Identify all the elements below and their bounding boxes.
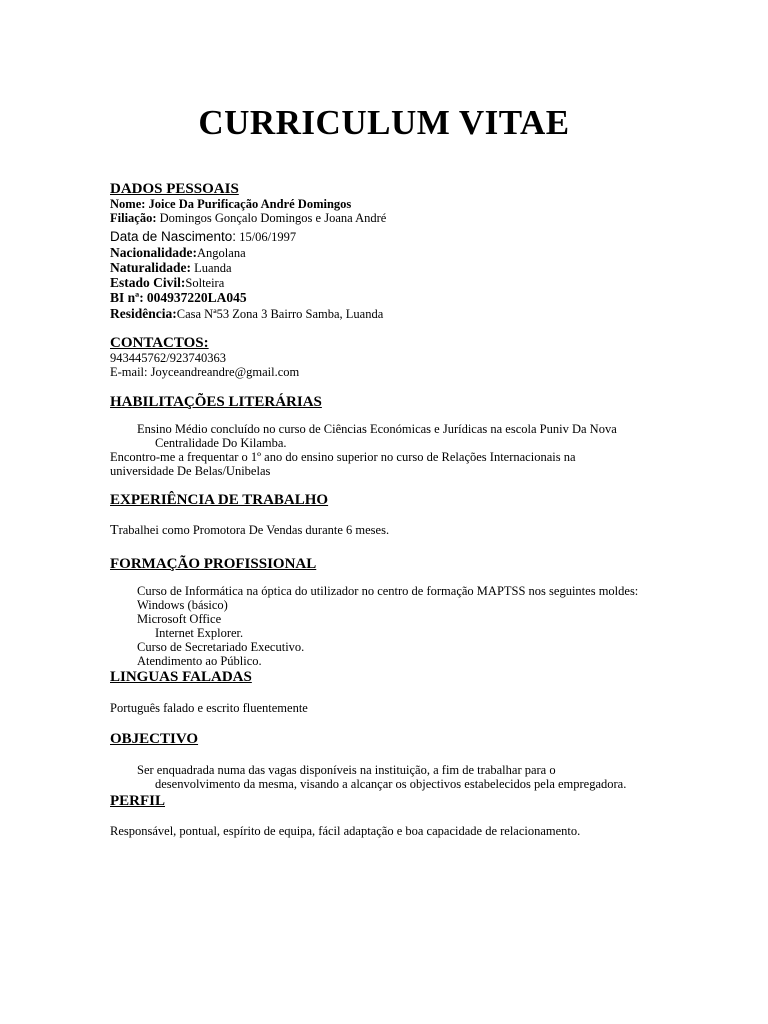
nacionalidade-label: Nacionalidade: — [110, 245, 198, 260]
formacao-line-4: Internet Explorer. — [155, 626, 244, 640]
residencia-row — [110, 306, 383, 322]
objectivo-line-1: Ser enquadrada numa das vagas disponíveis na instituição, a fim de trabalhar para o — [137, 763, 556, 777]
estado-civil-label: Estado Civil: — [110, 275, 186, 290]
section-heading-experiencia: EXPERIÊNCIA DE TRABALHO — [110, 492, 329, 508]
residencia-label: Residência: — [110, 306, 177, 321]
section-heading-objectivo: OBJECTIVO — [110, 731, 199, 747]
section-heading-linguas: LINGUAS FALADAS — [110, 669, 252, 685]
nacionalidade-value: Angolana — [197, 246, 246, 260]
section-heading-formacao: FORMAÇÃO PROFISSIONAL — [110, 556, 317, 572]
nome-value: Joice Da Purificação André Domingos — [148, 197, 352, 211]
habilitacoes-line-2: Centralidade Do Kilamba. — [155, 436, 287, 450]
naturalidade-row — [110, 260, 232, 276]
contact-email: E-mail: Joyceandreandre@gmail.com — [110, 365, 300, 379]
formacao-line-1: Curso de Informática na óptica do utilizador no centro de formação MAPTSS nos seguintes moldes: — [137, 584, 639, 598]
bi-row — [110, 290, 247, 306]
section-heading-habilitacoes: HABILITAÇÕES LITERÁRIAS — [110, 394, 322, 410]
habilitacoes-line-4: universidade De Belas/Unibelas — [110, 464, 271, 478]
residencia-value: Casa Nª53 Zona 3 Bairro Samba, Luanda — [176, 307, 384, 321]
experiencia-text — [110, 523, 389, 538]
bi-value: 004937220LA045 — [146, 290, 247, 305]
estado-civil-row — [110, 275, 224, 291]
document-title: CURRICULUM VITAE — [198, 103, 570, 142]
nacionalidade-row — [110, 245, 246, 261]
formacao-line-2: Windows (básico) — [137, 598, 228, 612]
filiacao-value: Domingos Gonçalo Domingos e Joana André — [159, 211, 387, 225]
formacao-line-3: Microsoft Office — [137, 612, 222, 626]
experiencia-first-letter: T — [110, 523, 119, 538]
heading-text: DADOS PESSOAIS — [110, 181, 239, 197]
naturalidade-value: Luanda — [194, 261, 232, 275]
bi-label: BI nª: — [110, 290, 144, 305]
formacao-line-5: Curso de Secretariado Executivo. — [137, 640, 305, 654]
nascimento-value: 15/06/1997 — [239, 230, 297, 244]
formacao-line-6: Atendimento ao Público. — [137, 654, 262, 668]
filiacao-label: Filiação: — [110, 211, 157, 225]
contact-phones: 943445762/923740363 — [110, 351, 226, 365]
nome-row — [110, 197, 351, 212]
linguas-text: Português falado e escrito fluentemente — [110, 701, 308, 715]
habilitacoes-line-1: Ensino Médio concluído no curso de Ciências Económicas e Jurídicas na escola Puniv Da Nova — [137, 422, 617, 436]
perfil-text: Responsável, pontual, espírito de equipa, fácil adaptação e boa capacidade de relacionamento. — [110, 824, 581, 838]
estado-civil-value: Solteira — [185, 276, 225, 290]
objectivo-line-2: desenvolvimento da mesma, visando a alcançar os objectivos estabelecidos pela empregadora. — [155, 777, 627, 791]
filiacao-row — [110, 211, 386, 226]
section-heading-contactos: CONTACTOS: — [110, 335, 209, 351]
section-heading-dados-pessoais — [110, 180, 239, 198]
naturalidade-label: Naturalidade: — [110, 260, 191, 275]
nome-label: Nome: — [110, 197, 146, 211]
nascimento-label: Data de Nascimento: — [110, 229, 237, 244]
experiencia-rest: rabalhei como Promotora De Vendas durante 6 meses. — [118, 523, 390, 537]
nascimento-row — [110, 229, 296, 245]
section-heading-perfil: PERFIL — [110, 793, 166, 809]
habilitacoes-line-3: Encontro-me a frequentar o 1º ano do ensino superior no curso de Relações Internacionais na — [110, 450, 576, 464]
